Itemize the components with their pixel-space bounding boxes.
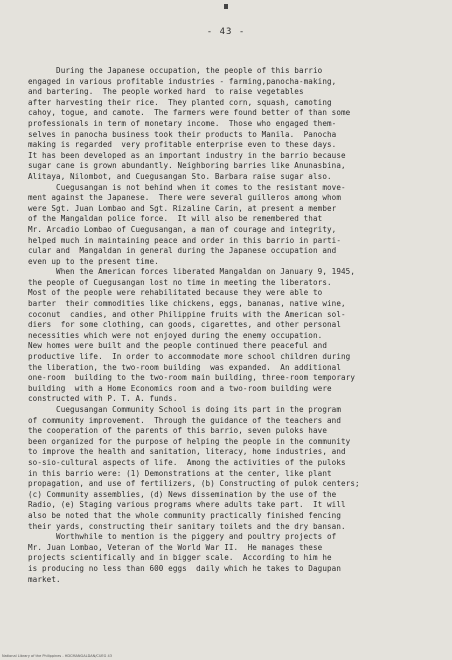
scan-mark [224, 4, 228, 9]
text-line: of community improvement. Through the guidance of the teachers and [28, 415, 342, 425]
text-line: their yards, constructing their sanitary toilets and the dry bansan. [28, 521, 346, 531]
text-line: market. [28, 574, 61, 584]
text-line: is producing no less than 600 eggs daily which he takes to Dagupan [28, 563, 342, 573]
text-line: cahoy, togue, and camote. The farmers were found better of than some [28, 108, 351, 118]
text-line: the liberation, the two-room building was expanded. An additional [28, 362, 342, 372]
text-line: the people of Cuegusangan lost no time in meeting the liberators. [28, 277, 332, 287]
text-line: were Sgt. Juan Lombao and Sgt. Rizaline Carin, at present a member [28, 203, 337, 213]
text-line: of the Mangaldan police force. It will also be remembered that [28, 214, 323, 224]
text-line: making is regarded very profitable enterprise even to these days. [28, 140, 337, 150]
text-line: New homes were built and the people continued there peaceful and [28, 341, 327, 351]
text-line: Mr. Arcadio Lombao of Cuegusangan, a man of courage and integrity, [28, 224, 337, 234]
text-line: propagation, and use of fertilizers, (b) Constructing of pulok centers; [28, 479, 360, 489]
text-line: When the American forces liberated Mangaldan on January 9, 1945, [28, 267, 356, 277]
text-line: During the Japanese occupation, the people of this barrio [28, 66, 323, 75]
text-line: one-room building to the two-room main building, three-room temporary [28, 373, 356, 383]
text-line: so-sio-cultural aspects of life. Among the activities of the puloks [28, 457, 346, 467]
text-line: constructed with P. T. A. funds. [28, 394, 178, 404]
text-line: Cuegusangan is not behind when it comes to the resistant move- [28, 182, 346, 192]
page-number: - 43 - [206, 27, 246, 37]
text-line: projects scientifically and in bigger scale. According to him he [28, 553, 332, 563]
text-line: helped much in maintaining peace and order in this barrio in parti- [28, 235, 342, 245]
text-line: Alitaya, Nilombot, and Cuegusangan Sto. Barbara raise sugar also. [28, 171, 332, 181]
text-line: professionals in term of monetary income. Those who engaged them- [28, 118, 337, 128]
text-line: coconut candies, and other Philippine fruits with the American sol- [28, 309, 346, 319]
text-line: also be noted that the whole community practically finished fencing [28, 510, 342, 520]
text-line: in this barrio were: (1) Demonstrations at the center, like plant [28, 468, 332, 478]
text-line: building with a Home Economics room and a two-room building were [28, 383, 332, 393]
text-line: It has been developed as an important industry in the barrio because [28, 150, 346, 160]
text-line: Radio, (e) Staging various programs where adults take part. It will [28, 500, 346, 510]
text-line: Most of the people were rehabilitated because they were able to [28, 288, 323, 298]
text-line: Worthwhile to mention is the piggery and poultry projects of [28, 532, 337, 542]
text-line: been organized for the purpose of helping the people in the community [28, 436, 351, 446]
text-line: after harvesting their rice. They planted corn, squash, camoting [28, 97, 332, 107]
text-line: Mr. Juan Lombao, Veteran of the World War II. He manages these [28, 542, 323, 552]
text-line: selves in panocha business took their products to Manila. Panocha [28, 129, 337, 139]
text-line: ment against the Japanese. There were several guilleros among whom [28, 193, 342, 203]
text-line: barter their commodities like chickens, eggs, bananas, native wine, [28, 299, 346, 309]
footer-caption: National Library of the Philippines - HDCMANGALDAN/CUEG 43 [2, 654, 112, 658]
document-body [28, 66, 448, 585]
text-line: even up to the present time. [28, 256, 159, 266]
text-line: sugar cane is grown abundantly. Neighboring barries like Anunasbina, [28, 161, 346, 171]
text-line: the cooperation of the parents of this barrio, seven puloks have [28, 426, 327, 436]
text-line: and bartering. The people worked hard to raise vegetables [28, 87, 304, 97]
text-line: necessities which were not enjoyed during the enemy occupation. [28, 330, 323, 340]
text-line: to improve the health and sanitation, literacy, home industries, and [28, 447, 346, 457]
text-line: (c) Community assemblies, (d) News dissemination by the use of the [28, 489, 337, 499]
text-line: productive life. In order to accommodate more school children during [28, 352, 351, 362]
text-line: engaged in various profitable industries - farming,panocha-making, [28, 76, 337, 86]
text-line: cular and Mangaldan in general during the Japanese occupation and [28, 246, 337, 256]
text-line: diers for some clothing, can goods, cigarettes, and other personal [28, 320, 342, 330]
text-line: Cuegusangan Community School is doing its part in the program [28, 405, 342, 414]
